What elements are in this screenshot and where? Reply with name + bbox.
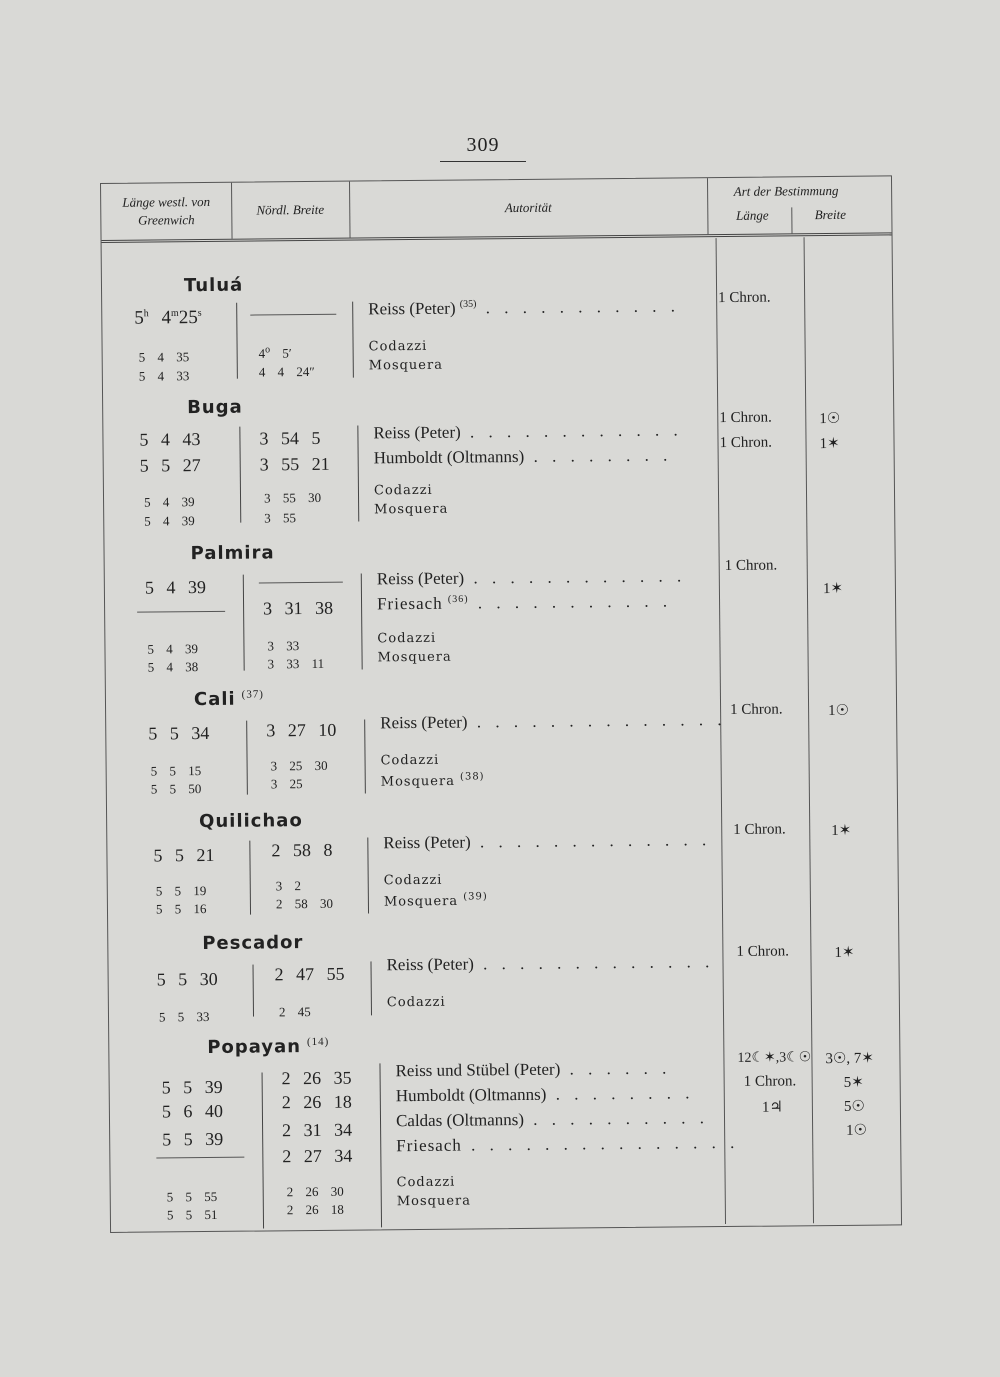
method-latitude: 1☉ bbox=[828, 702, 850, 720]
authority-codazzi: Codazzi bbox=[396, 1174, 456, 1191]
longitude-main: 5 5 21 bbox=[153, 844, 215, 866]
authority-mosquera: Mosquera bbox=[374, 501, 449, 518]
authority-main: Humboldt (Oltmanns) . . . . . . . . bbox=[395, 1083, 695, 1106]
latitude-main: 3 27 10 bbox=[266, 719, 337, 741]
method-latitude: 1✶ bbox=[831, 822, 852, 840]
authority-mosquera: Mosquera bbox=[396, 1193, 472, 1210]
authority-codazzi: Codazzi bbox=[380, 752, 440, 769]
longitude-mosquera: 5 5 50 bbox=[150, 781, 202, 797]
authority-main: Reiss (Peter) . . . . . . . . . . . . . bbox=[386, 952, 715, 975]
longitude-main: 5 6 40 bbox=[161, 1100, 224, 1122]
latitude-codazzi: 3 25 30 bbox=[270, 757, 328, 774]
authority-mosquera: Mosquera bbox=[377, 649, 452, 666]
latitude-mosquera: 2 58 30 bbox=[275, 895, 333, 912]
method-latitude: 1✶ bbox=[834, 944, 855, 961]
method-latitude: 5☉ bbox=[843, 1098, 865, 1115]
authority-main: Friesach . . . . . . . . . . . . . . . bbox=[396, 1132, 740, 1156]
longitude-mosquera: 5 4 38 bbox=[147, 659, 199, 675]
method-longitude: 1♃ bbox=[761, 1099, 783, 1116]
authority-mosquera: Mosquera bbox=[368, 357, 444, 374]
authority-main: Reiss (Peter) $^{(35)}$ . . . . . . . . . . . bbox=[368, 296, 681, 319]
header-authority: Autorität bbox=[504, 199, 552, 216]
latitude-main: 2 27 34 bbox=[282, 1145, 353, 1167]
method-longitude: 1 Chron. bbox=[724, 557, 778, 575]
method-longitude: 1 Chron. bbox=[718, 289, 771, 307]
longitude-main: 5 5 39 bbox=[162, 1128, 224, 1150]
method-longitude: 12☾✶,3☾☉ bbox=[737, 1050, 812, 1066]
method-latitude: 3☉, 7✶ bbox=[825, 1050, 875, 1068]
latitude-main: 3 31 38 bbox=[262, 597, 334, 619]
authority-main: Reiss (Peter) . . . . . . . . . . . . . . bbox=[380, 710, 727, 733]
longitude-mosquera: 5 4 33 bbox=[138, 368, 190, 384]
longitude-mosquera: 5 4 39 bbox=[144, 513, 195, 529]
latitude-mosquera: 4 4 24″ bbox=[258, 363, 315, 380]
latitude-codazzi: 4$^o$ 5′ bbox=[258, 344, 292, 361]
header-latitude: Nördl. Breite bbox=[256, 202, 325, 218]
method-latitude: 1✶ bbox=[822, 580, 844, 598]
coordinates-table bbox=[100, 175, 902, 1233]
header-method: Art der Bestimmung bbox=[733, 182, 839, 199]
authority-main: Reiss (Peter) . . . . . . . . . . . . bbox=[373, 420, 683, 443]
authority-codazzi: Codazzi bbox=[386, 994, 446, 1011]
header-method-latitude: Breite bbox=[814, 206, 847, 223]
latitude-mosquera: 3 33 11 bbox=[267, 655, 325, 672]
longitude-codazzi: 5 5 33 bbox=[158, 1008, 210, 1025]
method-subcolumn-divider bbox=[804, 237, 814, 1223]
authority-main: Reiss (Peter) . . . . . . . . . . . . . bbox=[383, 830, 712, 853]
latitude-codazzi: 2 45 bbox=[278, 1004, 311, 1020]
authority-main: Friesach $^{(36)}$ . . . . . . . . . . . bbox=[376, 591, 673, 614]
method-longitude: 1 Chron. bbox=[719, 409, 772, 427]
latitude-mosquera: 2 26 18 bbox=[286, 1201, 344, 1218]
longitude-codazzi: 5 4 39 bbox=[143, 494, 195, 510]
place-name: Buga bbox=[187, 396, 243, 419]
longitude-main: 5 5 39 bbox=[161, 1076, 223, 1098]
place-name: Quilichao bbox=[199, 810, 303, 833]
longitude-codazzi: 5 4 39 bbox=[147, 641, 199, 657]
method-latitude: 1☉ bbox=[819, 410, 841, 428]
authority-codazzi: Codazzi bbox=[377, 630, 437, 647]
place-name: Tuluá bbox=[183, 274, 244, 297]
authority-mosquera: Mosquera $^{(38)}$ bbox=[380, 771, 485, 790]
method-longitude: 1 Chron. bbox=[730, 701, 783, 718]
longitude-main: 5 4 39 bbox=[144, 577, 206, 598]
latitude-codazzi: 2 26 30 bbox=[286, 1183, 344, 1200]
method-longitude: 1 Chron. bbox=[719, 434, 773, 452]
latitude-main: 2 47 55 bbox=[274, 963, 345, 985]
latitude-codazzi: 3 2 bbox=[275, 878, 302, 894]
latitude-main: 3 55 21 bbox=[259, 453, 330, 475]
longitude-main: 5 5 34 bbox=[148, 722, 210, 744]
latitude-main: 2 58 8 bbox=[271, 839, 333, 861]
authority-mosquera: Mosquera $^{(39)}$ bbox=[383, 891, 488, 910]
longitude-codazzi: 5 4 35 bbox=[138, 349, 190, 365]
longitude-codazzi: 5 5 55 bbox=[166, 1188, 218, 1205]
latitude-codazzi: 3 55 30 bbox=[263, 489, 322, 506]
place-name: Cali $^{(37)}$ bbox=[193, 688, 265, 711]
method-latitude: 1☉ bbox=[846, 1122, 868, 1139]
authority-main: Caldas (Oltmanns) . . . . . . . . . . bbox=[395, 1108, 710, 1131]
latitude-codazzi: 3 33 bbox=[267, 638, 300, 654]
authority-codazzi: Codazzi bbox=[368, 338, 428, 355]
authority-main: Reiss und Stübel (Peter) . . . . . . bbox=[395, 1058, 672, 1081]
place-name: Popayan $^{(14)}$ bbox=[207, 1035, 330, 1059]
latitude-main: 2 26 35 bbox=[281, 1067, 352, 1089]
latitude-main: 2 26 18 bbox=[281, 1091, 352, 1113]
latitude-main: 3 54 5 bbox=[259, 427, 321, 449]
place-name: Pescador bbox=[202, 932, 304, 955]
authority-codazzi: Codazzi bbox=[373, 482, 433, 499]
method-latitude: 5✶ bbox=[843, 1074, 864, 1091]
longitude-main: 5 4 43 bbox=[139, 429, 201, 450]
latitude-mosquera: 3 55 bbox=[264, 510, 297, 526]
longitude-main: 5$^h$ 4$^m$25$^s$ bbox=[134, 307, 202, 329]
method-latitude: 1✶ bbox=[819, 435, 840, 453]
longitude-codazzi: 5 5 15 bbox=[150, 763, 202, 779]
method-longitude: 1 Chron. bbox=[736, 943, 789, 960]
authority-codazzi: Codazzi bbox=[383, 872, 443, 889]
authority-main: Humboldt (Oltmanns) . . . . . . . . bbox=[373, 445, 673, 468]
place-name: Palmira bbox=[190, 542, 275, 565]
longitude-main: 5 5 30 bbox=[156, 968, 218, 990]
longitude-main: 5 5 27 bbox=[139, 455, 201, 476]
method-column-divider bbox=[716, 238, 726, 1224]
longitude-mosquera: 5 5 16 bbox=[155, 901, 207, 917]
authority-main: Reiss (Peter) . . . . . . . . . . . . bbox=[376, 566, 687, 589]
header-method-longitude: Länge bbox=[736, 207, 769, 223]
latitude-mosquera: 3 25 bbox=[270, 776, 303, 792]
method-longitude: 1 Chron. bbox=[743, 1073, 797, 1090]
latitude-main: 2 31 34 bbox=[282, 1119, 353, 1141]
longitude-codazzi: 5 5 19 bbox=[155, 883, 207, 899]
longitude-mosquera: 5 5 51 bbox=[166, 1206, 218, 1223]
header-longitude: Länge westl. von Greenwich bbox=[122, 194, 211, 228]
table-header bbox=[101, 176, 892, 243]
page-number: 309 bbox=[440, 134, 526, 162]
method-longitude: 1 Chron. bbox=[733, 821, 786, 838]
